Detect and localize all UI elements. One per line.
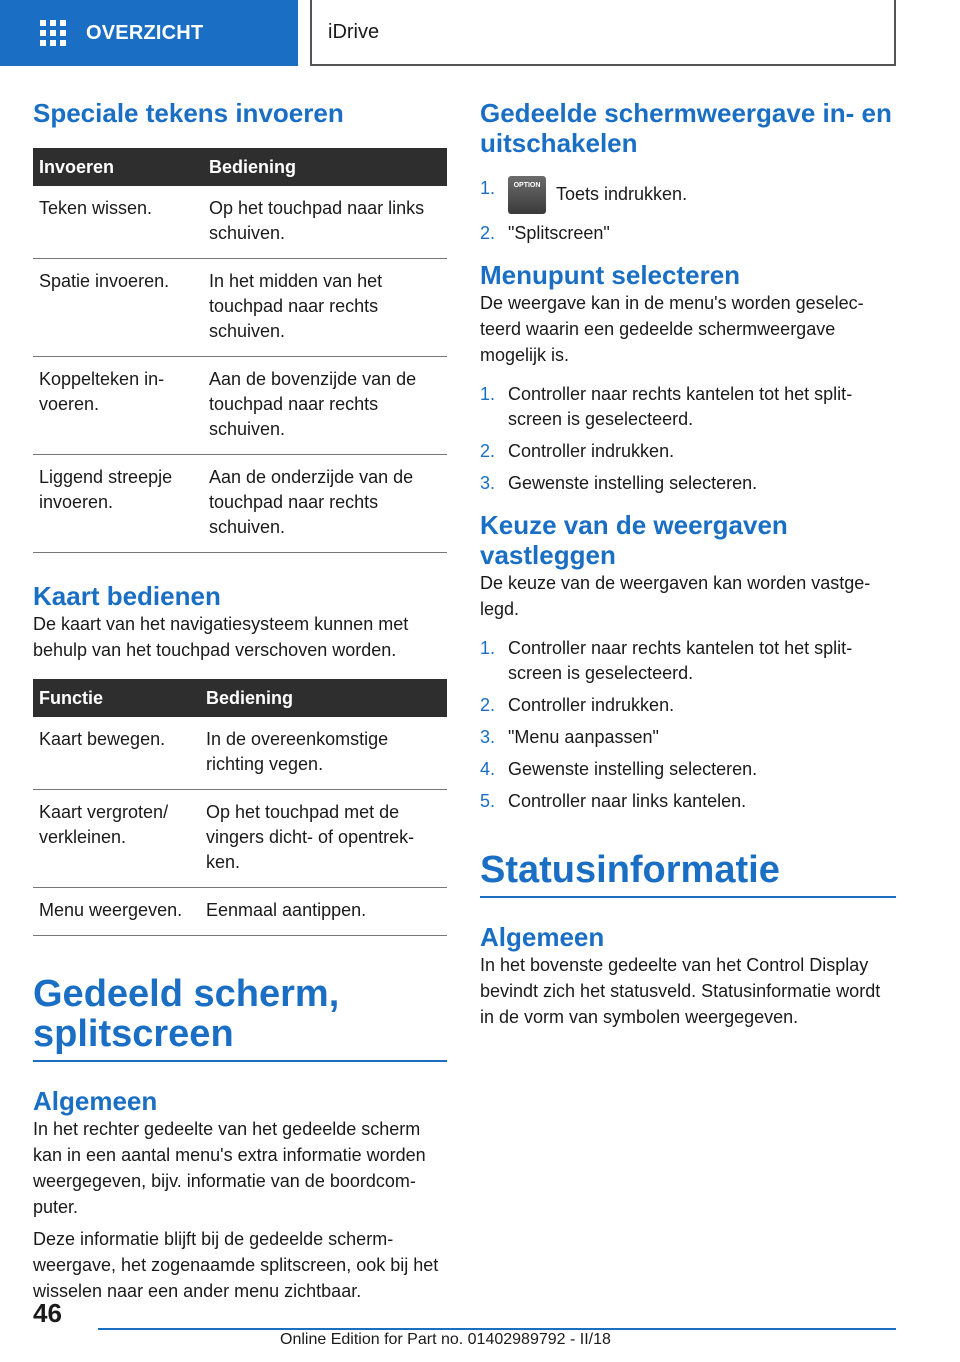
- table-cell: Menu weergeven.: [33, 888, 200, 936]
- special-chars-table: [33, 148, 447, 553]
- table-header-row: [33, 679, 447, 717]
- list-item: [480, 439, 896, 464]
- step-text: Controller naar links kantelen.: [508, 791, 747, 811]
- section-title-status-general: Algemeen: [480, 922, 605, 952]
- step-number: 2.: [480, 223, 496, 243]
- edition-text: Online Edition for Part no. 01402989792 - II/18: [280, 1331, 611, 1348]
- chapter-header: [310, 0, 896, 66]
- table-cell: Op het touchpad met de vingers dicht- of opentrekken.: [200, 790, 447, 888]
- table-cell: Liggend streepje invoeren.: [33, 455, 203, 553]
- fix-views-steps: [480, 636, 896, 814]
- table-header-cell: Invoeren: [33, 148, 203, 186]
- section-text-status-general: In het bovenste gedeelte van het Control Display bevindt zich het statusveld. Statusinformatie wordt in de vorm van symbolen weergegeven.: [480, 955, 881, 1027]
- chapter-title: iDrive: [328, 20, 380, 43]
- overview-tab[interactable]: [0, 0, 298, 66]
- split-toggle-steps: [480, 176, 896, 246]
- right-column: [480, 98, 896, 1030]
- table-cell: Spatie invoeren.: [33, 259, 203, 357]
- table-row: [33, 888, 447, 936]
- table-cell: Kaart bewegen.: [33, 717, 200, 790]
- list-item: [480, 636, 896, 686]
- section-text-fix-views: De keuze van de weergaven kan worden vastgelegd.: [480, 573, 871, 619]
- step-text: Controller indrukken.: [508, 695, 675, 715]
- list-item: [480, 176, 896, 214]
- table-header-cell: Bediening: [203, 148, 447, 186]
- section-text-general-2: Deze informatie blijft bij de gedeelde schermweergave, het zogenaamde splitscreen, ook bij het wisselen naar een ander menu zichtbaar.: [33, 1229, 439, 1301]
- list-item: [480, 382, 896, 432]
- left-column: [33, 98, 447, 1304]
- step-number: 3.: [480, 727, 496, 747]
- table-row: [33, 186, 447, 259]
- step-number: 2.: [480, 695, 496, 715]
- step-text: "Menu aanpassen": [508, 727, 659, 747]
- step-number: 1.: [480, 384, 496, 404]
- section-title-menu-select: Menupunt selecteren: [480, 260, 741, 290]
- table-row: [33, 717, 447, 790]
- list-item: [480, 471, 896, 496]
- table-row: [33, 259, 447, 357]
- grid-icon: [40, 20, 66, 46]
- table-header-cell: Functie: [33, 679, 200, 717]
- section-title-special-chars: Speciale tekens invoeren: [33, 98, 344, 128]
- step-number: 3.: [480, 473, 496, 493]
- table-cell: Op het touchpad naar links schuiven.: [203, 186, 447, 259]
- page-number: 46: [33, 1298, 62, 1328]
- table-row: [33, 790, 447, 888]
- section-text-menu-select: De weergave kan in de menu's worden geselecteerd waarin een gedeelde schermweergave mogelijk is.: [480, 293, 864, 365]
- table-header-row: [33, 148, 447, 186]
- table-cell: Aan de onderzijde van de touchpad naar rechts schuiven.: [203, 455, 447, 553]
- option-button-icon: OPTION: [508, 176, 546, 214]
- section-title-map: Kaart bedienen: [33, 581, 221, 611]
- step-text: Controller naar rechts kantelen tot het splitscreen is geselecteerd.: [508, 638, 853, 683]
- table-row: [33, 357, 447, 455]
- overview-tab-label: OVERZICHT: [86, 21, 204, 44]
- section-title-split-toggle: Gedeelde schermweergave in- en uitschakelen: [480, 98, 892, 158]
- list-item: [480, 789, 896, 814]
- section-text-map: De kaart van het navigatiesysteem kunnen met behulp van het touchpad verschoven worden.: [33, 614, 409, 660]
- step-text: Gewenste instelling selecteren.: [508, 473, 758, 493]
- step-text: Gewenste instelling selecteren.: [508, 759, 758, 779]
- section-title-general: Algemeen: [33, 1086, 158, 1116]
- step-number: 2.: [480, 441, 496, 461]
- step-number: 5.: [480, 791, 496, 811]
- step-number: 1.: [480, 638, 496, 658]
- table-cell: In het midden van het touchpad naar rechts schuiven.: [203, 259, 447, 357]
- list-item: [480, 757, 896, 782]
- map-control-table: [33, 679, 447, 936]
- section-title-fix-views: Keuze van de weergaven vastleggen: [480, 510, 788, 570]
- step-text: "Splitscreen": [508, 223, 610, 243]
- table-cell: Teken wissen.: [33, 186, 203, 259]
- step-text: Controller naar rechts kantelen tot het splitscreen is geselecteerd.: [508, 384, 853, 429]
- list-item: [480, 725, 896, 750]
- list-item: [480, 693, 896, 718]
- menu-select-steps: [480, 382, 896, 496]
- table-cell: In de overeenkomstige richting vegen.: [200, 717, 447, 790]
- list-item: [480, 221, 896, 246]
- table-cell: Kaart vergroten/ verkleinen.: [33, 790, 200, 888]
- table-row: [33, 455, 447, 553]
- table-cell: Koppelteken invoeren.: [33, 357, 203, 455]
- footer-divider: [98, 1328, 896, 1330]
- chapter-title-splitscreen: Gedeeld scherm, splitscreen: [33, 974, 447, 1062]
- step-text: Controller indrukken.: [508, 441, 675, 461]
- section-text-general-1: In het rechter gedeelte van het gedeelde scherm kan in een aantal menu's extra informatie worden weergegeven, bijv. informatie van de boordcomputer.: [33, 1119, 426, 1217]
- table-header-cell: Bediening: [200, 679, 447, 717]
- chapter-title-status: Statusinformatie: [480, 850, 896, 898]
- step-text: Toets indrukken.: [556, 183, 688, 204]
- step-number: 1.: [480, 178, 496, 198]
- table-cell: Aan de bovenzijde van de touchpad naar rechts schuiven.: [203, 357, 447, 455]
- step-number: 4.: [480, 759, 496, 779]
- table-cell: Eenmaal aantippen.: [200, 888, 447, 936]
